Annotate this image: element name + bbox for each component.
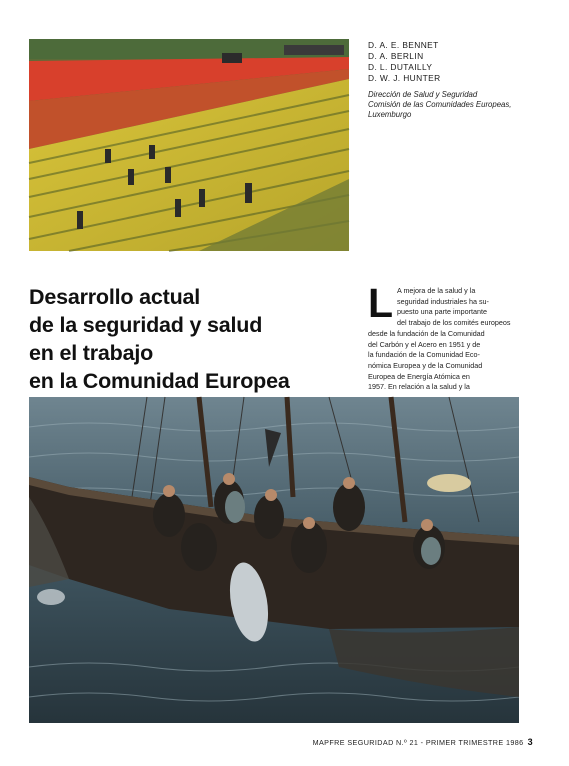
page-number: 3 bbox=[527, 737, 533, 747]
intro-line: del Carbón y el Acero en 1951 y de bbox=[368, 339, 481, 349]
title-line: de la seguridad y salud bbox=[29, 313, 263, 337]
author-name: D. L. DUTAILLY bbox=[368, 62, 433, 72]
title-line: en el trabajo bbox=[29, 341, 154, 365]
intro-line: Europea de Energía Atómica en bbox=[368, 371, 470, 381]
drop-cap: L bbox=[368, 280, 394, 326]
affiliation-line: Comisión de las Comunidades Europeas, bbox=[368, 100, 512, 109]
affiliation-line: Luxemburgo bbox=[368, 110, 412, 119]
page-footer bbox=[313, 737, 533, 747]
affiliation-line: Dirección de Salud y Seguridad bbox=[368, 90, 478, 99]
author-name: D. W. J. HUNTER bbox=[368, 73, 441, 83]
intro-paragraph bbox=[368, 280, 522, 392]
author-list bbox=[368, 40, 548, 84]
intro-line: puesto una parte importante bbox=[397, 307, 487, 317]
author-name: D. A. BERLIN bbox=[368, 51, 424, 61]
intro-line: del trabajo de los comités europeos bbox=[397, 318, 511, 328]
fishing-boat-photo bbox=[29, 397, 519, 723]
title-line: Desarrollo actual bbox=[29, 285, 201, 309]
article-title bbox=[29, 283, 349, 395]
intro-line: 1957. En relación a la salud y la bbox=[368, 382, 470, 392]
author-name: D. A. E. BENNET bbox=[368, 40, 439, 50]
intro-line: A mejora de la salud y la bbox=[397, 286, 476, 295]
intro-line: desde la fundación de la Comunidad bbox=[368, 328, 485, 338]
tulip-field-photo bbox=[29, 39, 349, 251]
fishing-boat-illustration bbox=[29, 397, 519, 723]
intro-line: la fundación de la Comunidad Eco- bbox=[368, 350, 480, 360]
intro-line: seguridad industriales ha su- bbox=[397, 296, 489, 306]
tulip-field-illustration bbox=[29, 39, 349, 251]
intro-line: nómica Europea y de la Comunidad bbox=[368, 360, 483, 370]
title-line: en la Comunidad Europea bbox=[29, 369, 290, 393]
journal-line: MAPFRE SEGURIDAD N.º 21 - PRIMER TRIMESTRE 1986 bbox=[312, 738, 524, 747]
author-affiliation bbox=[368, 90, 553, 120]
